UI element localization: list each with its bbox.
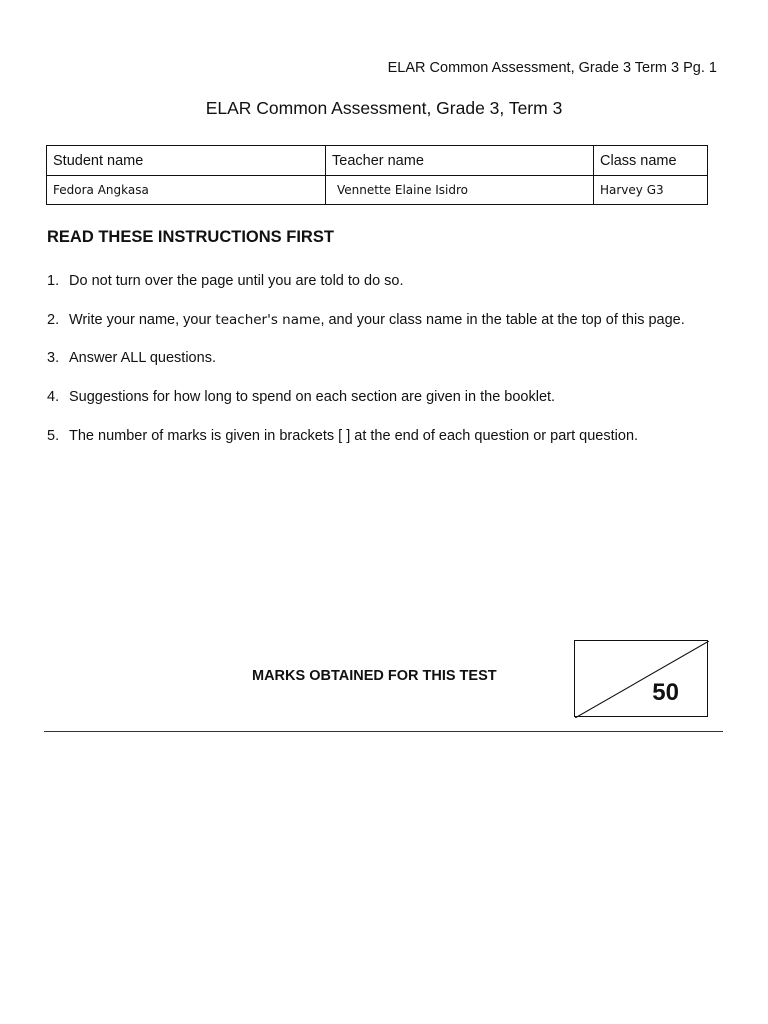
instruction-text-start: Write your name, your	[69, 311, 216, 328]
student-info-table	[46, 145, 708, 205]
instruction-item	[47, 428, 737, 467]
instructions-heading: READ THESE INSTRUCTIONS FIRST	[47, 228, 334, 246]
instruction-text: Answer ALL questions.	[69, 350, 216, 367]
student-name-value[interactable]: Fedora Angkasa	[47, 176, 326, 205]
student-name-header: Student name	[47, 146, 326, 176]
instruction-item	[47, 312, 737, 351]
instructions-list	[47, 273, 737, 466]
page-reference: ELAR Common Assessment, Grade 3 Term 3 Pg. 1	[387, 60, 717, 76]
instruction-text: The number of marks is given in brackets [ ] at the end of each question or part question.	[69, 427, 639, 444]
document-title: ELAR Common Assessment, Grade 3, Term 3	[205, 98, 563, 118]
instruction-item	[47, 350, 737, 389]
instruction-number: 5.	[47, 427, 60, 444]
table-value-row	[47, 176, 708, 205]
instruction-text-teacher-name: teacher's name	[215, 311, 321, 328]
instruction-text: Suggestions for how long to spend on each section are given in the booklet.	[69, 389, 556, 406]
instruction-text: Do not turn over the page until you are told to do so.	[69, 273, 404, 289]
marks-total-value: 50	[652, 679, 679, 706]
instruction-number: 1.	[47, 273, 60, 289]
teacher-name-header: Teacher name	[326, 146, 594, 176]
instruction-number: 3.	[47, 350, 60, 367]
marks-box	[574, 640, 708, 717]
teacher-name-value[interactable]: Vennette Elaine Isidro	[326, 176, 594, 205]
marks-divider-line	[575, 641, 709, 718]
instruction-text	[69, 312, 685, 351]
class-name-value[interactable]: Harvey G3	[594, 176, 708, 205]
marks-obtained-label: MARKS OBTAINED FOR THIS TEST	[252, 668, 497, 684]
instruction-text-end: , and your class name in the table at the top of this page.	[320, 311, 685, 328]
instruction-item	[47, 273, 737, 312]
instruction-number: 4.	[47, 389, 60, 406]
bottom-divider	[44, 731, 723, 732]
table-header-row	[47, 146, 708, 176]
instruction-item	[47, 389, 737, 428]
instruction-number: 2.	[47, 311, 60, 328]
class-name-header: Class name	[594, 146, 708, 176]
